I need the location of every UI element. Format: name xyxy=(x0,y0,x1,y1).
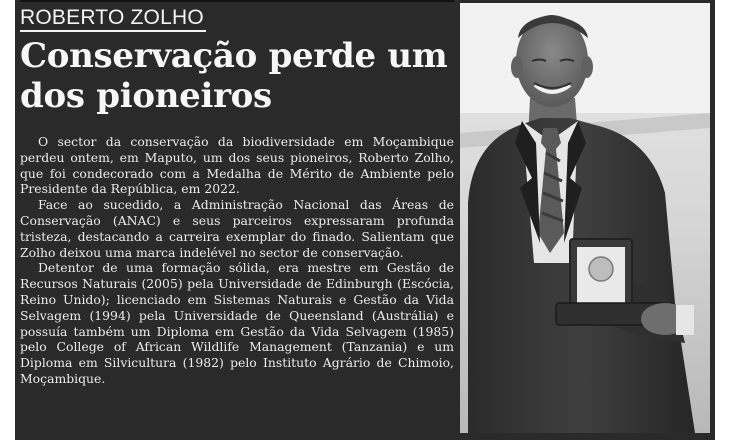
article-body xyxy=(20,134,454,387)
article-headline: Conservação perde um dos pioneiros xyxy=(20,36,448,116)
portrait-photo xyxy=(460,3,710,433)
article-paragraph: Detentor de uma formação sólida, era mestre em Gestão de Recursos Naturais (2005) pela Universidade de Edinburgh (Escócia, Reino Unido); licenciado em Sistemas Naturais e Gestão da Vida Selvagem (1994) pela Universidade de Queensland (Austrália) e possuía também um Diploma em Gestão da Vida Selvagem (1985) pelo College of African Wildlife Management (Tanzania) e um Diploma em Silvicultura (1982) pelo Instituto Agrário de Chimoio, Moçambique. xyxy=(20,260,454,386)
top-rule xyxy=(20,0,454,2)
article-paragraph: O sector da conservação da biodiversidade em Moçambique perdeu ontem, em Maputo, um dos seus pioneiros, Roberto Zolho, que foi condecorado com a Medalha de Mérito de Ambiente pelo Presidente da República, em 2022. xyxy=(20,134,454,197)
article-paragraph: Face ao sucedido, a Administração Nacional das Áreas de Conservação (ANAC) e seus parceiros expressaram profunda tristeza, destacando a carreira exemplar do finado. Salientam que Zolho deixou uma marca indelével no sector de conservação. xyxy=(20,197,454,260)
article-kicker: ROBERTO ZOLHO xyxy=(20,6,206,32)
